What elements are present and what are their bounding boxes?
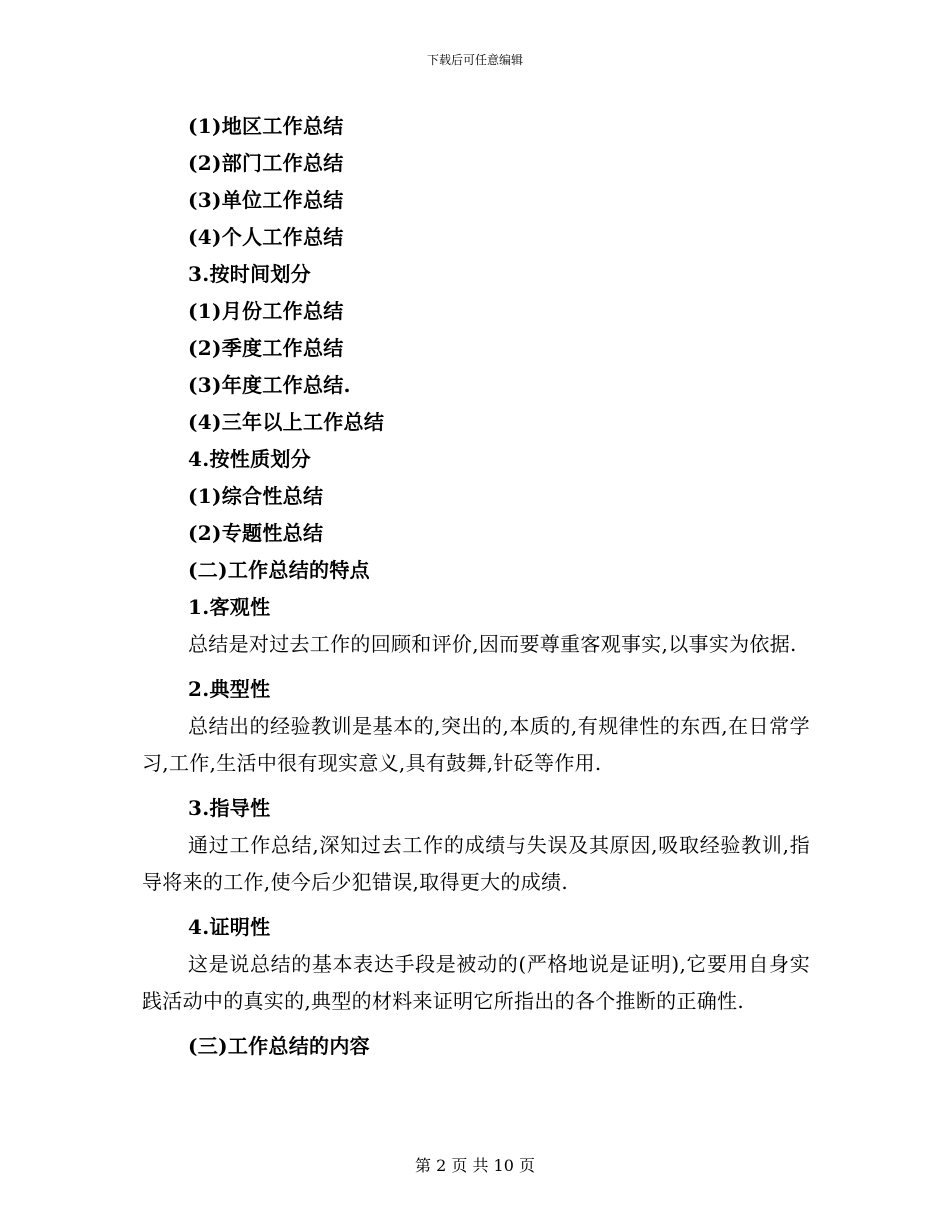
- paragraph: 这是说总结的基本表达手段是被动的(严格地说是证明),它要用自身实践活动中的真实的,典型的材料来证明它所指出的各个推断的正确性.: [142, 952, 810, 1013]
- paragraph: 通过工作总结,深知过去工作的成绩与失误及其原因,吸取经验教训,指导将来的工作,使今后少犯错误,取得更大的成绩.: [142, 833, 810, 894]
- subsection-heading: 1.客观性: [188, 595, 271, 619]
- list-item: (2)专题性总结: [188, 521, 324, 545]
- section-heading: (三)工作总结的内容: [188, 1034, 370, 1058]
- subsection-heading: 3.指导性: [188, 796, 271, 820]
- subsection-heading: 2.典型性: [188, 677, 271, 701]
- list-item: (3)年度工作总结.: [188, 373, 351, 397]
- page-header: 下载后可任意编辑: [426, 53, 523, 67]
- list-item: (2)季度工作总结: [188, 336, 344, 360]
- paragraph: 总结是对过去工作的回顾和评价,因而要尊重客观事实,以事实为依据.: [188, 632, 797, 656]
- subsection-heading: 4.证明性: [188, 915, 271, 939]
- list-item: (4)个人工作总结: [188, 225, 344, 249]
- list-item: (1)地区工作总结: [188, 114, 344, 138]
- list-item: (3)单位工作总结: [188, 188, 344, 212]
- page-footer: 第 2 页 共 10 页: [415, 1156, 535, 1175]
- list-item: (4)三年以上工作总结: [188, 410, 385, 434]
- document-body: [142, 108, 810, 1065]
- section-heading: 3.按时间划分: [188, 262, 311, 286]
- list-item: (1)综合性总结: [188, 484, 324, 508]
- section-heading: 4.按性质划分: [188, 447, 311, 471]
- paragraph: 总结出的经验教训是基本的,突出的,本质的,有规律性的东西,在日常学习,工作,生活中很有现实意义,具有鼓舞,针砭等作用.: [142, 714, 810, 775]
- list-item: (2)部门工作总结: [188, 151, 344, 175]
- section-heading: (二)工作总结的特点: [188, 558, 370, 582]
- list-item: (1)月份工作总结: [188, 299, 344, 323]
